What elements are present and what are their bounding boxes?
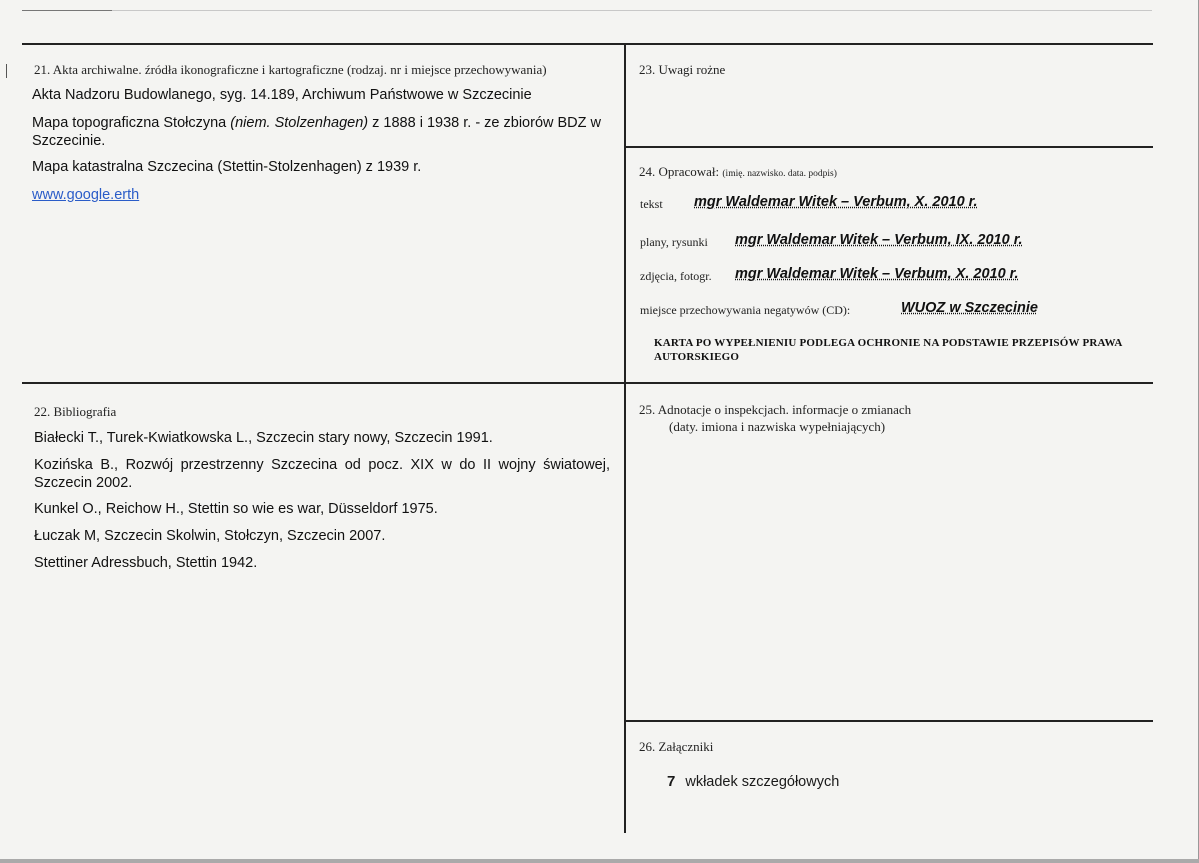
field-label-negatives: miejsce przechowywania negatywów (CD): bbox=[640, 303, 851, 317]
attachment-description: wkładek szczegółowych bbox=[685, 774, 840, 790]
bibliography-entry-4: Łuczak M, Szczecin Skolwin, Stołczyn, Szczecin 2007. bbox=[34, 528, 386, 544]
top-edge-line bbox=[22, 10, 1152, 11]
grid-top-line bbox=[22, 43, 1153, 45]
section-22-heading: 22. Bibliografia bbox=[34, 404, 117, 419]
field-label-plans: plany, rysunki bbox=[640, 235, 708, 249]
archive-entry-2-rest: z 1888 i 1938 r. - ze zbiorów BDZ w Szczecinie. bbox=[32, 115, 602, 149]
bottom-scan-edge bbox=[0, 859, 1199, 863]
archive-entry-2-text: Mapa topograficzna Stołczyna bbox=[32, 115, 231, 131]
section-24-heading bbox=[639, 164, 837, 180]
section-25-heading: 25. Adnotacje o inspekcjach. informacje o zmianach bbox=[639, 402, 912, 417]
attachments-line bbox=[667, 773, 839, 791]
bibliography-entry-2: Kozińska B., Rozwój przestrzenny Szczecina od pocz. XIX w do II wojny światowej, Szczecin 2002. bbox=[34, 457, 610, 491]
copyright-notice: KARTA PO WYPEŁNIENIU PODLEGA OCHRONIE NA PODSTAWIE PRZEPISÓW PRAWA AUTORSKIEGO bbox=[654, 337, 1122, 363]
field-label-text: tekst bbox=[640, 197, 663, 211]
archive-entry-2-italic: (niem. Stolzenhagen) bbox=[230, 115, 369, 131]
bibliography-entry-1: Białecki T., Turek-Kwiatkowska L., Szczecin stary nowy, Szczecin 1991. bbox=[34, 430, 493, 446]
archive-entry-2 bbox=[32, 114, 607, 150]
section-26-heading: 26. Załączniki bbox=[639, 739, 714, 754]
section-21-heading: 21. Akta archiwalne. źródła ikonograficzne i kartograficzne (rodzaj. nr i miejsce przechowywania) bbox=[34, 62, 547, 77]
grid-middle-line bbox=[22, 382, 1153, 384]
field-value-plans: mgr Waldemar Witek – Verbum, IX. 2010 r. bbox=[735, 232, 1023, 248]
section-23-heading: 23. Uwagi rożne bbox=[639, 62, 726, 77]
archive-entry-1: Akta Nadzoru Budowlanego, syg. 14.189, Archiwum Państwowe w Szczecinie bbox=[32, 87, 532, 103]
field-label-photos: zdjęcia, fotogr. bbox=[640, 269, 712, 283]
attachment-count: 7 bbox=[667, 773, 676, 790]
top-edge-mark bbox=[22, 10, 112, 11]
left-margin-tick bbox=[6, 64, 7, 78]
google-maps-link[interactable]: www.google.erth bbox=[32, 187, 140, 203]
bibliography-entry-3: Kunkel O., Reichow H., Stettin so wie es war, Düsseldorf 1975. bbox=[34, 501, 438, 517]
section-24-heading-text: 24. Opracował: bbox=[639, 164, 720, 179]
grid-line-25-26 bbox=[625, 720, 1153, 722]
bibliography-entry-5: Stettiner Adressbuch, Stettin 1942. bbox=[34, 555, 258, 571]
field-value-text: mgr Waldemar Witek – Verbum, X. 2010 r. bbox=[694, 194, 978, 210]
field-value-negatives: WUOZ w Szczecinie bbox=[901, 300, 1038, 316]
grid-center-divider bbox=[624, 43, 626, 833]
field-value-photos: mgr Waldemar Witek – Verbum, X. 2010 r. bbox=[735, 266, 1019, 282]
grid-line-23-24 bbox=[625, 146, 1153, 148]
section-25-subheading: (daty. imiona i nazwiska wypełniających) bbox=[669, 419, 886, 434]
section-24-heading-hint: (imię. nazwisko. data. podpis) bbox=[722, 169, 837, 179]
archive-entry-3: Mapa katastralna Szczecina (Stettin-Stolzenhagen) z 1939 r. bbox=[32, 159, 422, 175]
